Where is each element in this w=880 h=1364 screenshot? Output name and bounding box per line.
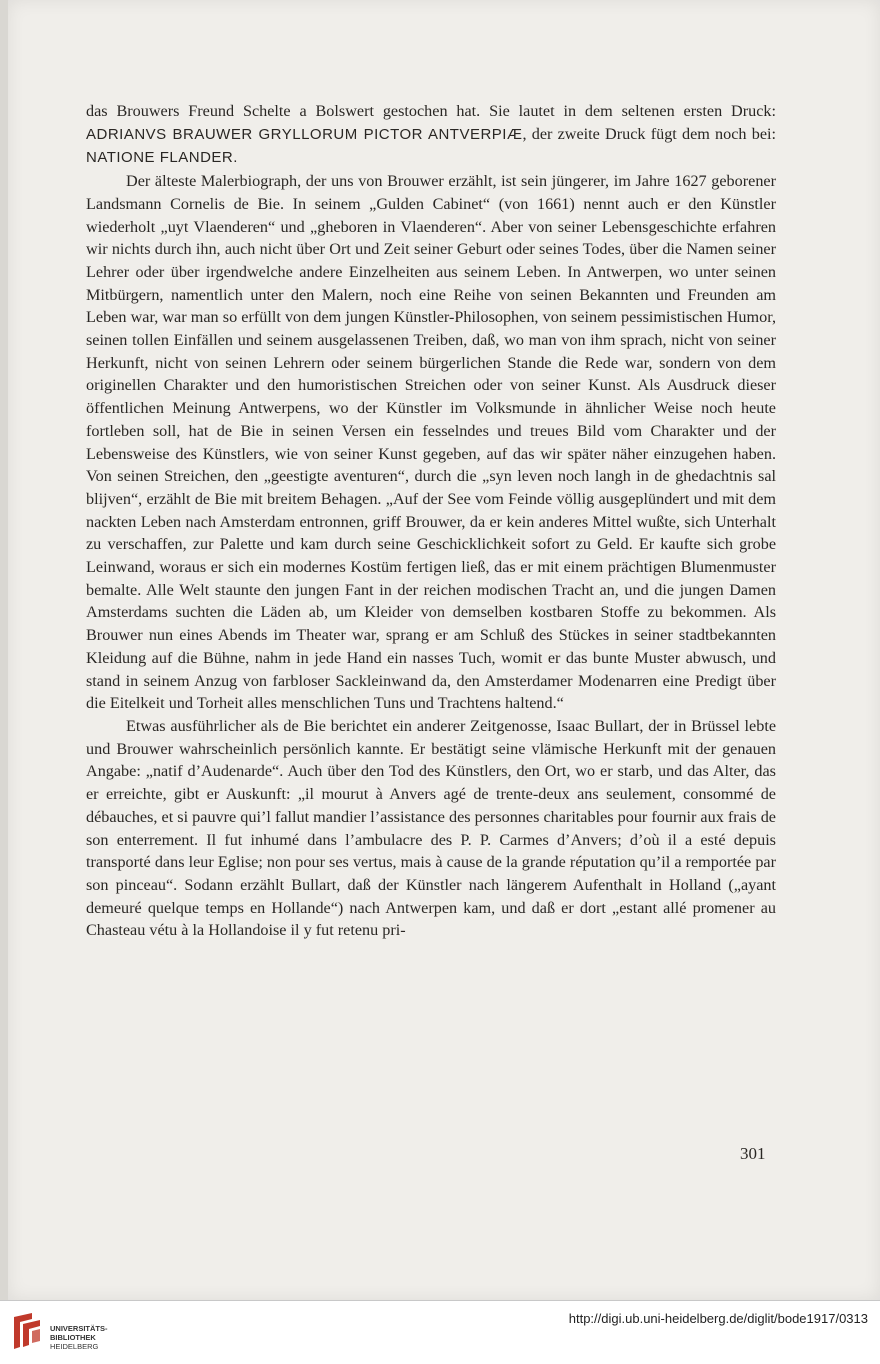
logo-line-3: HEIDELBERG <box>50 1342 99 1351</box>
text-segment: Etwas ausführlicher als de Bie berichtet ein anderer Zeitgenosse, Isaac Bullart, der in Brüssel lebte und Brouwer wahrscheinlich persönlich kannte. Er bestätigt seine vlämische Herkunft mit der genauen Angabe: „natif d’Audenarde“. Auch über den Tod des Künstlers, den Ort, wo er starb, und das Alter, das er erreichte, gibt er Auskunft: „il mourut à Anvers agé de trente-deux ans seulement, consommé de débauches, et si pauvre qui’l fallut mandier l’assistance des personnes charitables pour fournir aux frais de son enterrement. Il fut inhumé dans l’ambulacre des P. P. Carmes d’Anvers; d’où il a esté depuis transporté dans leur Eglise; non pour ses vertus, mais à cause de la grande réputation qu’il a remportée par son pinceau“. Sodann erzählt Bullart, daß der Künstler nach längerem Aufenthalt in Holland („ayant demeuré quelque temps en Hollande“) nach Antwerpen kam, und daß er dort „estant allé promener au Chasteau vétu à la Hollandoise il y fut retenu pri- <box>86 716 776 940</box>
paragraph-1 <box>86 100 776 170</box>
logo-line-2: BIBLIOTHEK <box>50 1333 96 1342</box>
text-segment: Der älteste Malerbiograph, der uns von Brouwer erzählt, ist sein jüngerer, im Jahre 1627 geborener Landsmann Cornelis de Bie. In seinem „Gulden Cabinet“ (von 1661) nennt auch er den Künstler wiederholt „uyt Vlaenderen“ und „gheboren in Vlaenderen“. Aber von seiner Lebensgeschichte erfahren wir nichts durch ihn, auch nicht über Ort und Zeit seiner Geburt oder seines Todes, über die Namen seiner Lehrer oder über irgendwelche andere Einzelheiten aus seinem Leben. In Antwerpen, wo unter seinen Mitbürgern, namentlich unter den Malern, noch eine Reihe von seinen Bekannten und Freunden am Leben war, war man so erfüllt von dem jungen Künstler-Philosophen, von seinem pessimistischen Humor, seinen tollen Einfällen und seinem ausgelassenen Treiben, daß, wo man von ihm sprach, nicht von seiner Herkunft, nicht von seinen Lehrern oder seinem bürgerlichen Stande die Rede war, sondern von dem originellen Charakter und den humoristischen Streichen oder von seiner Kunst. Als Ausdruck dieser öffentlichen Meinung Antwerpens, wo der Künstler im Volksmunde in ähnlicher Weise noch heute fortleben soll, hat de Bie in seinen Versen ein fesselndes und treues Bild vom Charakter und der Lebensweise des Künstlers, wie von seiner Kunst gegeben, auf das wir später näher einzugehen haben. Von seinen Streichen, den „geestigte aventuren“, durch die „syn leven noch langh in de ghedachtnis sal blijven“, erzählt de Bie mit breitem Behagen. „Auf der See vom Feinde völlig ausgeplündert und mit dem nackten Leben nach Amsterdam entronnen, griff Brouwer, da er kein anderes Mittel wußte, sich Unterhalt zu verschaffen, zur Palette und kam durch seine Geschicklichkeit sofort zu Geld. Er kaufte sich grobe Leinwand, woraus er sich ein modernes Kostüm fertigen ließ, das er mit einem prächtigen Blumenmuster bemalte. Alle Welt staunte den jungen Fant in der reichen modischen Tracht an, und die jungen Damen Amsterdams suchten die Läden ab, um Kleider von demselben kostbaren Stoffe zu bekommen. Als Brouwer nun eines Abends im Theater war, sprang er am Schluß des Stückes in seiner stadtbekannten Kleidung auf die Bühne, nahm in jede Hand ein nasses Tuch, womit er das bunte Muster abwusch, und stand in seinem Anzug von farbloser Sackleinwand da, den Amsterdamer Modenarren eine Predigt über die Eitelkeit und Torheit alles menschlichen Tuns und Trachtens haltend.“ <box>86 172 776 713</box>
footer-bar <box>0 1300 880 1364</box>
library-logo-text <box>50 1324 108 1351</box>
text-segment: das Brouwers Freund Schelte a Bolswert gestochen hat. Sie lautet in dem seltenen ersten Druck: <box>86 102 776 120</box>
logo-line-1: UNIVERSITÄTS- <box>50 1324 108 1333</box>
paragraph-2 <box>86 170 776 715</box>
permalink-url[interactable]: http://digi.ub.uni-heidelberg.de/diglit/bode1917/0313 <box>568 1311 868 1326</box>
scanned-page <box>8 0 880 1300</box>
page-number: 301 <box>740 1144 766 1163</box>
latin-inscription-addition: NATIONE FLANDER. <box>86 149 238 167</box>
text-segment: , der zweite Druck fügt dem noch bei: <box>522 124 776 143</box>
body-text <box>86 100 776 942</box>
library-logo-icon <box>10 1311 44 1351</box>
latin-inscription: ADRIANVS BRAUWER GRYLLORUM PICTOR ANTVERPIÆ <box>86 125 523 143</box>
paragraph-3 <box>86 715 776 942</box>
library-logo[interactable] <box>10 1311 110 1355</box>
